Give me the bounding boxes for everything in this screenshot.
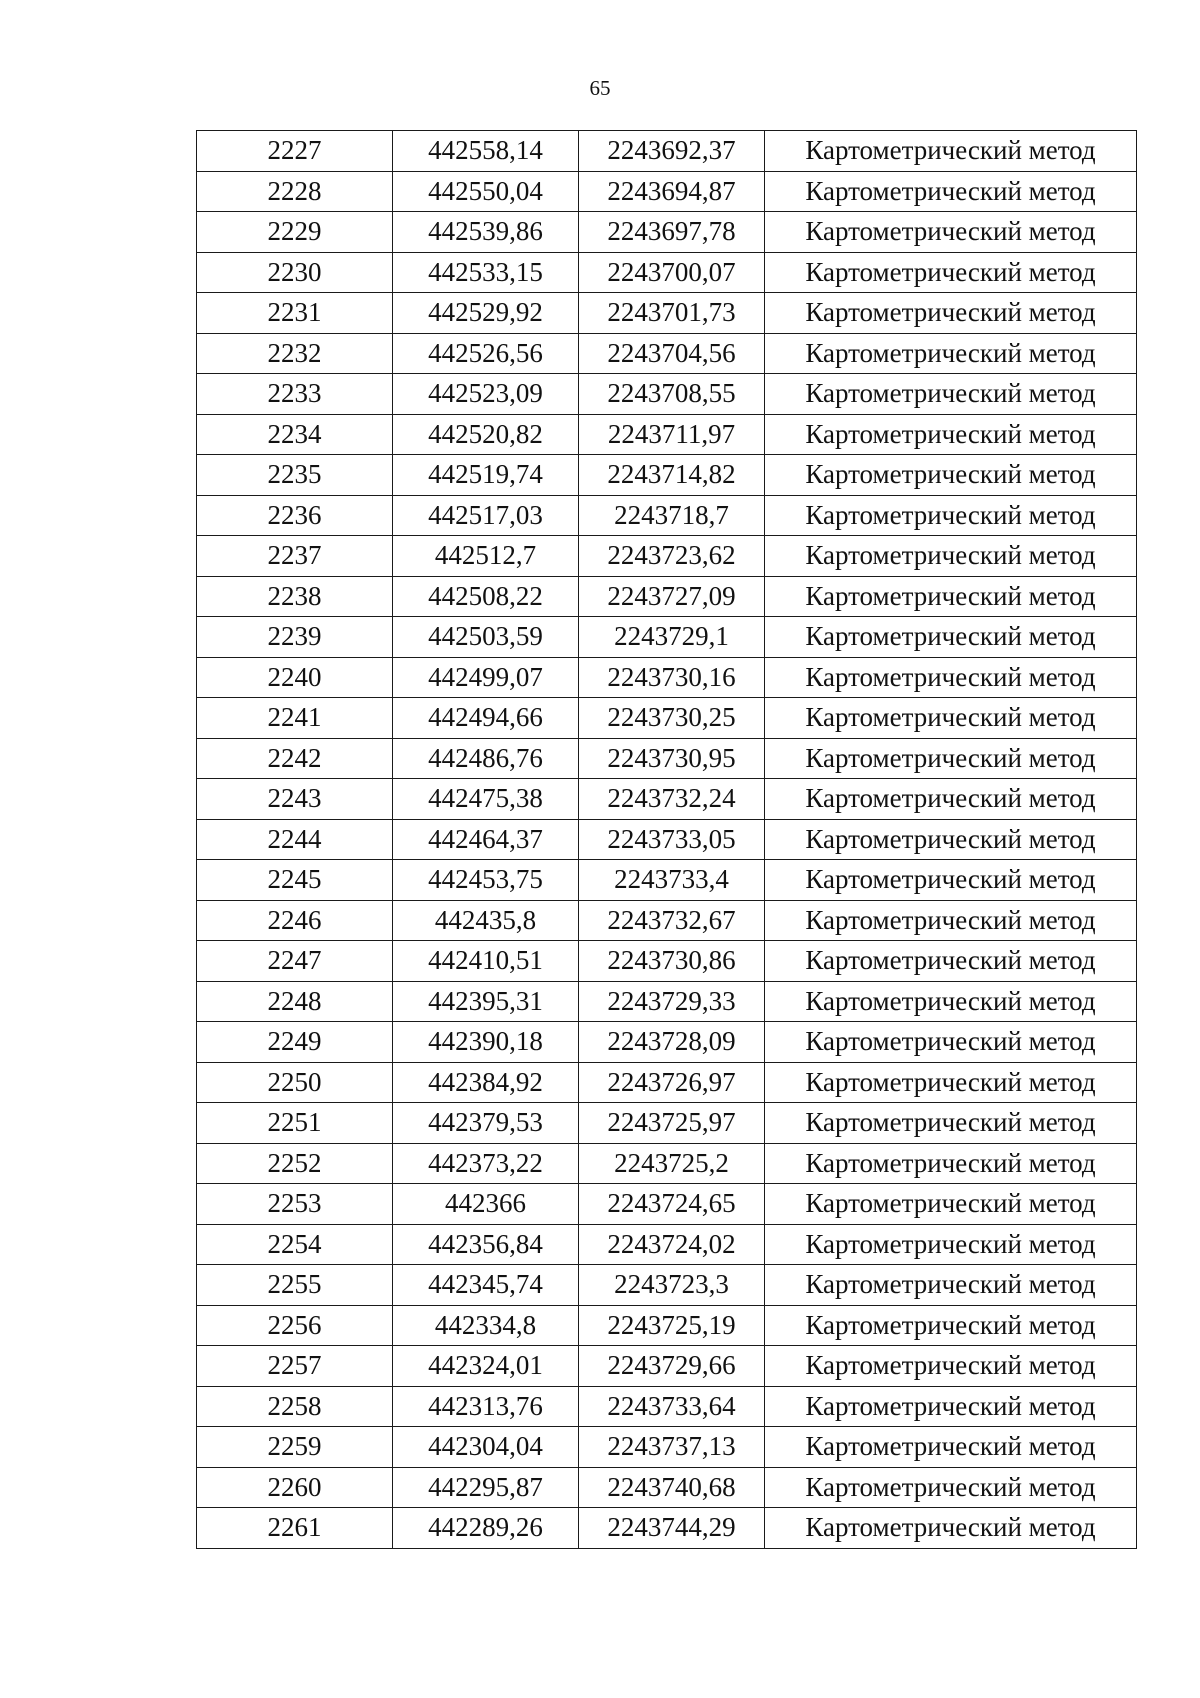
- method-cell: Картометрический метод: [765, 495, 1137, 536]
- table-row: [197, 1386, 1137, 1427]
- method-cell: Картометрический метод: [765, 657, 1137, 698]
- method-cell: Картометрический метод: [765, 900, 1137, 941]
- y-coordinate-cell: 2243729,66: [579, 1346, 765, 1387]
- x-coordinate-cell: 442526,56: [393, 333, 579, 374]
- y-coordinate-cell: 2243737,13: [579, 1427, 765, 1468]
- x-coordinate-cell: 442373,22: [393, 1143, 579, 1184]
- point-number-cell: 2235: [197, 455, 393, 496]
- y-coordinate-cell: 2243708,55: [579, 374, 765, 415]
- table-row: [197, 414, 1137, 455]
- method-cell: Картометрический метод: [765, 374, 1137, 415]
- table-row: [197, 171, 1137, 212]
- method-cell: Картометрический метод: [765, 1346, 1137, 1387]
- x-coordinate-cell: 442519,74: [393, 455, 579, 496]
- table-row: [197, 1022, 1137, 1063]
- y-coordinate-cell: 2243729,1: [579, 617, 765, 658]
- point-number-cell: 2250: [197, 1062, 393, 1103]
- x-coordinate-cell: 442558,14: [393, 131, 579, 172]
- x-coordinate-cell: 442366: [393, 1184, 579, 1225]
- table-row: [197, 536, 1137, 577]
- y-coordinate-cell: 2243744,29: [579, 1508, 765, 1549]
- table-row: [197, 1346, 1137, 1387]
- table-row: [197, 1062, 1137, 1103]
- point-number-cell: 2247: [197, 941, 393, 982]
- point-number-cell: 2237: [197, 536, 393, 577]
- x-coordinate-cell: 442539,86: [393, 212, 579, 253]
- y-coordinate-cell: 2243727,09: [579, 576, 765, 617]
- y-coordinate-cell: 2243728,09: [579, 1022, 765, 1063]
- y-coordinate-cell: 2243732,24: [579, 779, 765, 820]
- x-coordinate-cell: 442313,76: [393, 1386, 579, 1427]
- method-cell: Картометрический метод: [765, 698, 1137, 739]
- x-coordinate-cell: 442410,51: [393, 941, 579, 982]
- method-cell: Картометрический метод: [765, 1062, 1137, 1103]
- table-row: [197, 617, 1137, 658]
- method-cell: Картометрический метод: [765, 1103, 1137, 1144]
- coordinates-table: [196, 130, 1137, 1549]
- y-coordinate-cell: 2243725,2: [579, 1143, 765, 1184]
- table-row: [197, 1265, 1137, 1306]
- y-coordinate-cell: 2243714,82: [579, 455, 765, 496]
- method-cell: Картометрический метод: [765, 171, 1137, 212]
- x-coordinate-cell: 442356,84: [393, 1224, 579, 1265]
- y-coordinate-cell: 2243725,19: [579, 1305, 765, 1346]
- x-coordinate-cell: 442494,66: [393, 698, 579, 739]
- y-coordinate-cell: 2243730,16: [579, 657, 765, 698]
- point-number-cell: 2231: [197, 293, 393, 334]
- method-cell: Картометрический метод: [765, 1305, 1137, 1346]
- x-coordinate-cell: 442475,38: [393, 779, 579, 820]
- y-coordinate-cell: 2243692,37: [579, 131, 765, 172]
- table-row: [197, 1508, 1137, 1549]
- y-coordinate-cell: 2243733,05: [579, 819, 765, 860]
- method-cell: Картометрический метод: [765, 536, 1137, 577]
- table-row: [197, 1224, 1137, 1265]
- point-number-cell: 2261: [197, 1508, 393, 1549]
- table-row: [197, 252, 1137, 293]
- point-number-cell: 2259: [197, 1427, 393, 1468]
- point-number-cell: 2253: [197, 1184, 393, 1225]
- y-coordinate-cell: 2243729,33: [579, 981, 765, 1022]
- method-cell: Картометрический метод: [765, 1508, 1137, 1549]
- method-cell: Картометрический метод: [765, 1427, 1137, 1468]
- x-coordinate-cell: 442523,09: [393, 374, 579, 415]
- point-number-cell: 2252: [197, 1143, 393, 1184]
- point-number-cell: 2257: [197, 1346, 393, 1387]
- x-coordinate-cell: 442395,31: [393, 981, 579, 1022]
- method-cell: Картометрический метод: [765, 1265, 1137, 1306]
- y-coordinate-cell: 2243740,68: [579, 1467, 765, 1508]
- method-cell: Картометрический метод: [765, 131, 1137, 172]
- point-number-cell: 2258: [197, 1386, 393, 1427]
- point-number-cell: 2260: [197, 1467, 393, 1508]
- method-cell: Картометрический метод: [765, 1386, 1137, 1427]
- method-cell: Картометрический метод: [765, 333, 1137, 374]
- method-cell: Картометрический метод: [765, 1184, 1137, 1225]
- point-number-cell: 2234: [197, 414, 393, 455]
- point-number-cell: 2238: [197, 576, 393, 617]
- x-coordinate-cell: 442529,92: [393, 293, 579, 334]
- point-number-cell: 2239: [197, 617, 393, 658]
- table-row: [197, 333, 1137, 374]
- table-row: [197, 779, 1137, 820]
- point-number-cell: 2228: [197, 171, 393, 212]
- point-number-cell: 2232: [197, 333, 393, 374]
- coordinates-table-body: [197, 131, 1137, 1549]
- method-cell: Картометрический метод: [765, 819, 1137, 860]
- x-coordinate-cell: 442324,01: [393, 1346, 579, 1387]
- point-number-cell: 2256: [197, 1305, 393, 1346]
- table-row: [197, 455, 1137, 496]
- y-coordinate-cell: 2243733,64: [579, 1386, 765, 1427]
- table-row: [197, 819, 1137, 860]
- table-row: [197, 900, 1137, 941]
- method-cell: Картометрический метод: [765, 1224, 1137, 1265]
- point-number-cell: 2249: [197, 1022, 393, 1063]
- table-row: [197, 1305, 1137, 1346]
- x-coordinate-cell: 442379,53: [393, 1103, 579, 1144]
- method-cell: Картометрический метод: [765, 1143, 1137, 1184]
- method-cell: Картометрический метод: [765, 941, 1137, 982]
- table-row: [197, 1184, 1137, 1225]
- x-coordinate-cell: 442512,7: [393, 536, 579, 577]
- y-coordinate-cell: 2243723,3: [579, 1265, 765, 1306]
- point-number-cell: 2243: [197, 779, 393, 820]
- table-row: [197, 1143, 1137, 1184]
- method-cell: Картометрический метод: [765, 455, 1137, 496]
- y-coordinate-cell: 2243730,86: [579, 941, 765, 982]
- y-coordinate-cell: 2243701,73: [579, 293, 765, 334]
- table-row: [197, 576, 1137, 617]
- y-coordinate-cell: 2243694,87: [579, 171, 765, 212]
- point-number-cell: 2248: [197, 981, 393, 1022]
- point-number-cell: 2233: [197, 374, 393, 415]
- point-number-cell: 2242: [197, 738, 393, 779]
- x-coordinate-cell: 442550,04: [393, 171, 579, 212]
- x-coordinate-cell: 442289,26: [393, 1508, 579, 1549]
- x-coordinate-cell: 442503,59: [393, 617, 579, 658]
- point-number-cell: 2255: [197, 1265, 393, 1306]
- table-row: [197, 738, 1137, 779]
- point-number-cell: 2241: [197, 698, 393, 739]
- y-coordinate-cell: 2243718,7: [579, 495, 765, 536]
- y-coordinate-cell: 2243697,78: [579, 212, 765, 253]
- y-coordinate-cell: 2243732,67: [579, 900, 765, 941]
- page-number: 65: [589, 76, 611, 100]
- point-number-cell: 2246: [197, 900, 393, 941]
- point-number-cell: 2230: [197, 252, 393, 293]
- x-coordinate-cell: 442533,15: [393, 252, 579, 293]
- table-row: [197, 860, 1137, 901]
- point-number-cell: 2229: [197, 212, 393, 253]
- x-coordinate-cell: 442390,18: [393, 1022, 579, 1063]
- method-cell: Картометрический метод: [765, 738, 1137, 779]
- x-coordinate-cell: 442345,74: [393, 1265, 579, 1306]
- x-coordinate-cell: 442384,92: [393, 1062, 579, 1103]
- x-coordinate-cell: 442295,87: [393, 1467, 579, 1508]
- table-row: [197, 212, 1137, 253]
- table-row: [197, 374, 1137, 415]
- point-number-cell: 2251: [197, 1103, 393, 1144]
- x-coordinate-cell: 442517,03: [393, 495, 579, 536]
- table-row: [197, 293, 1137, 334]
- table-row: [197, 941, 1137, 982]
- method-cell: Картометрический метод: [765, 1467, 1137, 1508]
- y-coordinate-cell: 2243723,62: [579, 536, 765, 577]
- method-cell: Картометрический метод: [765, 576, 1137, 617]
- x-coordinate-cell: 442486,76: [393, 738, 579, 779]
- x-coordinate-cell: 442499,07: [393, 657, 579, 698]
- table-row: [197, 981, 1137, 1022]
- method-cell: Картометрический метод: [765, 779, 1137, 820]
- y-coordinate-cell: 2243730,25: [579, 698, 765, 739]
- method-cell: Картометрический метод: [765, 293, 1137, 334]
- y-coordinate-cell: 2243726,97: [579, 1062, 765, 1103]
- x-coordinate-cell: 442464,37: [393, 819, 579, 860]
- table-row: [197, 131, 1137, 172]
- y-coordinate-cell: 2243700,07: [579, 252, 765, 293]
- x-coordinate-cell: 442453,75: [393, 860, 579, 901]
- y-coordinate-cell: 2243730,95: [579, 738, 765, 779]
- y-coordinate-cell: 2243725,97: [579, 1103, 765, 1144]
- method-cell: Картометрический метод: [765, 860, 1137, 901]
- y-coordinate-cell: 2243704,56: [579, 333, 765, 374]
- method-cell: Картометрический метод: [765, 252, 1137, 293]
- x-coordinate-cell: 442304,04: [393, 1427, 579, 1468]
- point-number-cell: 2254: [197, 1224, 393, 1265]
- method-cell: Картометрический метод: [765, 981, 1137, 1022]
- table-row: [197, 698, 1137, 739]
- y-coordinate-cell: 2243711,97: [579, 414, 765, 455]
- table-row: [197, 1103, 1137, 1144]
- point-number-cell: 2245: [197, 860, 393, 901]
- method-cell: Картометрический метод: [765, 1022, 1137, 1063]
- y-coordinate-cell: 2243724,02: [579, 1224, 765, 1265]
- method-cell: Картометрический метод: [765, 212, 1137, 253]
- table-row: [197, 657, 1137, 698]
- point-number-cell: 2240: [197, 657, 393, 698]
- point-number-cell: 2244: [197, 819, 393, 860]
- method-cell: Картометрический метод: [765, 414, 1137, 455]
- x-coordinate-cell: 442508,22: [393, 576, 579, 617]
- x-coordinate-cell: 442520,82: [393, 414, 579, 455]
- y-coordinate-cell: 2243724,65: [579, 1184, 765, 1225]
- point-number-cell: 2227: [197, 131, 393, 172]
- table-row: [197, 1427, 1137, 1468]
- method-cell: Картометрический метод: [765, 617, 1137, 658]
- x-coordinate-cell: 442334,8: [393, 1305, 579, 1346]
- table-row: [197, 1467, 1137, 1508]
- table-row: [197, 495, 1137, 536]
- x-coordinate-cell: 442435,8: [393, 900, 579, 941]
- point-number-cell: 2236: [197, 495, 393, 536]
- y-coordinate-cell: 2243733,4: [579, 860, 765, 901]
